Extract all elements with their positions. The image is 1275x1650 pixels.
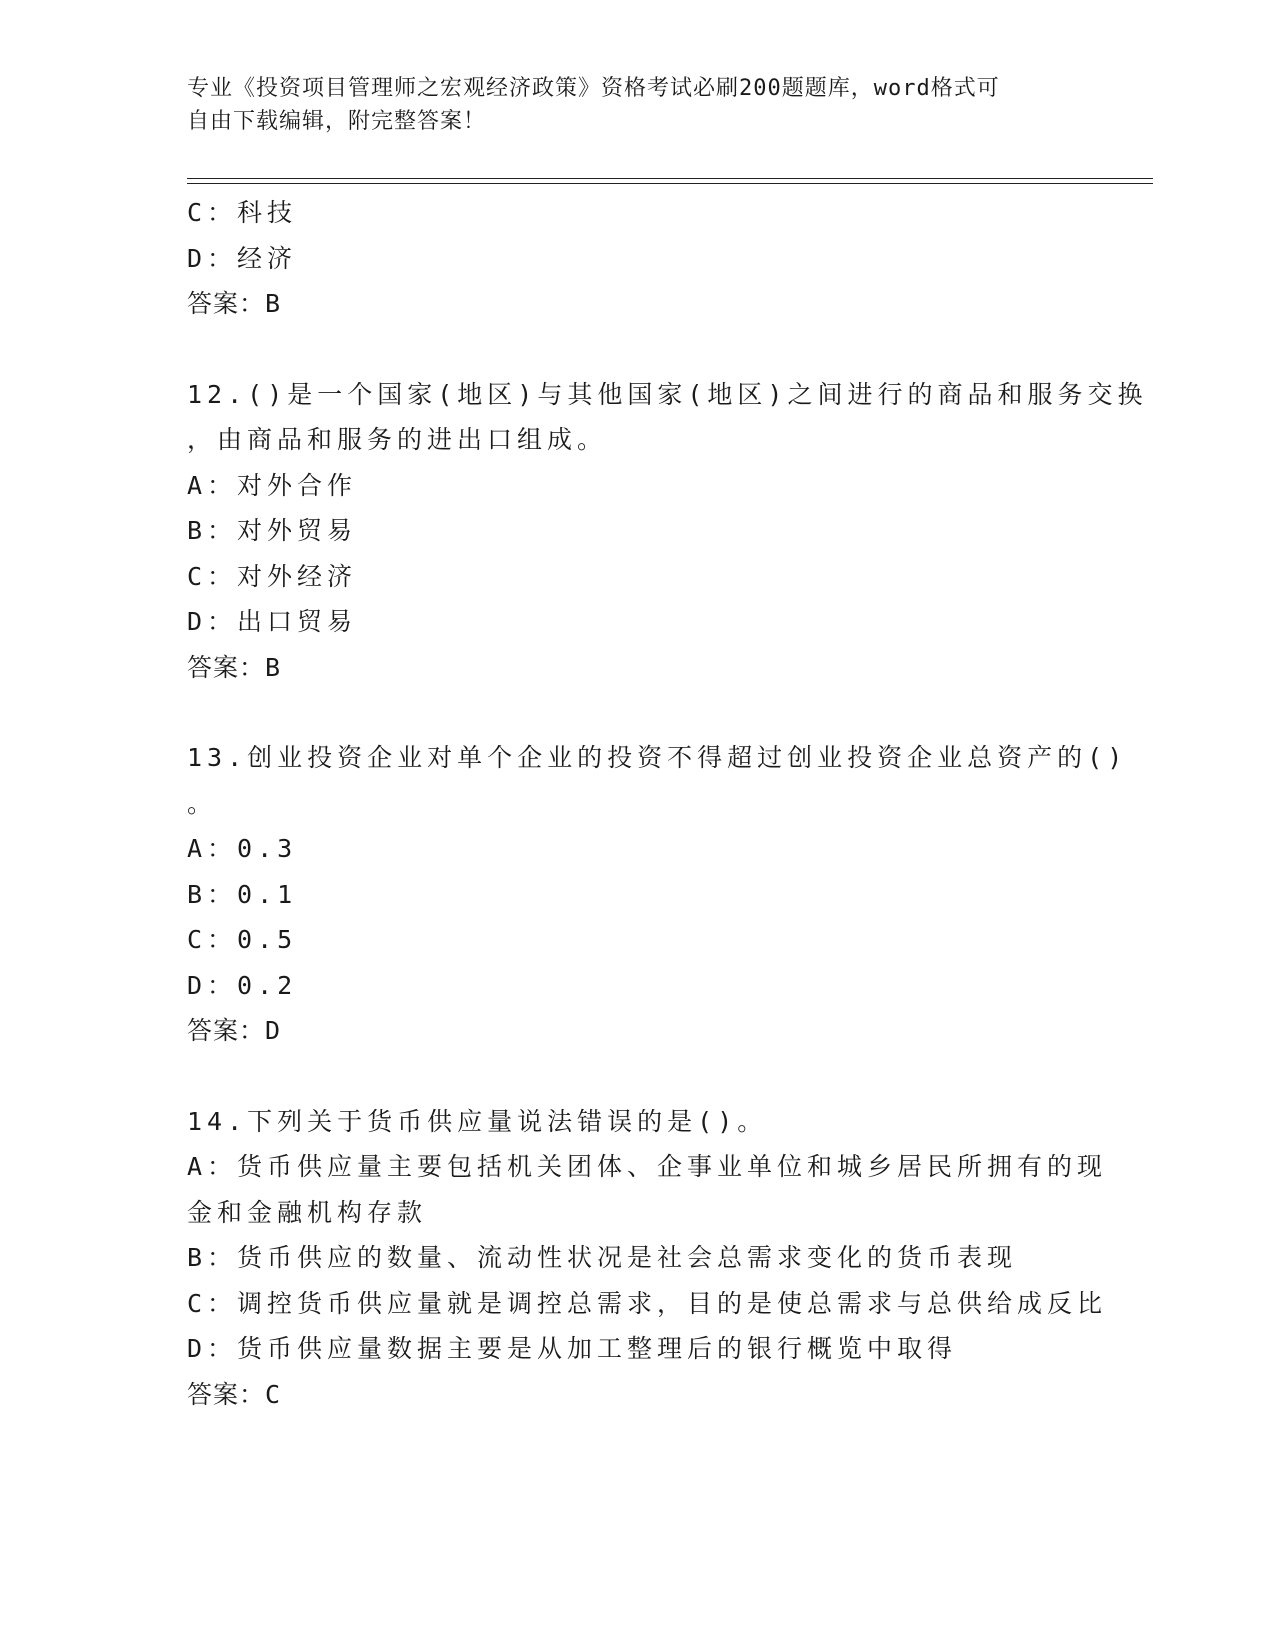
q12-answer-label: 答案： bbox=[187, 652, 266, 682]
document-header bbox=[187, 72, 1067, 138]
q14-stem-line-1: 14.下列关于货币供应量说法错误的是()。 bbox=[187, 1106, 768, 1136]
q14-answer bbox=[187, 1372, 1087, 1418]
q13-option-b: B：0.1 bbox=[187, 879, 298, 909]
question-14 bbox=[187, 1099, 1108, 1418]
q12-option-d: D：出口贸易 bbox=[187, 607, 358, 636]
q12-answer-value: B bbox=[265, 652, 282, 682]
q12-option-c: C：对外经济 bbox=[187, 561, 358, 591]
q13-option-a: A：0.3 bbox=[187, 834, 298, 863]
header-title-line-1: 专业《投资项目管理师之宏观经济政策》资格考试必刷200题题库，word格式可 bbox=[187, 76, 1000, 101]
q14-option-c: C：调控货币供应量就是调控总需求，目的是使总需求与总供给成反比 bbox=[187, 1288, 1108, 1318]
q12-option-b: B：对外贸易 bbox=[187, 516, 358, 545]
q11-option-c: C：科技 bbox=[187, 198, 298, 227]
q11-answer bbox=[187, 281, 1087, 327]
q12-stem-line-1: 12.()是一个国家(地区)与其他国家(地区)之间进行的商品和服务交换 bbox=[187, 379, 1148, 409]
q12-answer bbox=[187, 645, 1087, 691]
q11-option-d: D：经济 bbox=[187, 243, 298, 273]
spacer bbox=[187, 1054, 1087, 1099]
q13-answer bbox=[187, 1008, 1087, 1054]
question-11-continuation bbox=[187, 190, 1087, 327]
q13-answer-label: 答案： bbox=[187, 1016, 266, 1045]
q14-answer-value: C bbox=[265, 1379, 282, 1409]
q12-option-a: A：对外合作 bbox=[187, 470, 358, 500]
q13-stem-line-2: 。 bbox=[187, 788, 218, 818]
q12-stem-line-2: ，由商品和服务的进出口组成。 bbox=[187, 425, 608, 454]
question-12 bbox=[187, 372, 1148, 691]
q13-option-d: D：0.2 bbox=[187, 970, 298, 1000]
q13-option-c: C：0.5 bbox=[187, 925, 298, 954]
header-divider-bottom bbox=[187, 183, 1153, 184]
q11-answer-value: B bbox=[265, 289, 282, 318]
header-divider-top bbox=[187, 178, 1153, 179]
q11-answer-label: 答案： bbox=[187, 289, 266, 318]
question-13 bbox=[187, 735, 1128, 1054]
q13-stem-line-1: 13.创业投资企业对单个企业的投资不得超过创业投资企业总资产的() bbox=[187, 743, 1128, 772]
q14-option-d: D：货币供应量数据主要是从加工整理后的银行概览中取得 bbox=[187, 1334, 958, 1363]
q14-answer-label: 答案： bbox=[187, 1379, 266, 1409]
spacer bbox=[187, 327, 1087, 372]
header-title-line-2: 自由下载编辑，附完整答案！ bbox=[187, 109, 487, 134]
question-list bbox=[187, 190, 1148, 1417]
q14-option-b: B：货币供应的数量、流动性状况是社会总需求变化的货币表现 bbox=[187, 1243, 1018, 1272]
q13-answer-value: D bbox=[265, 1016, 282, 1045]
q14-option-a-line-1: A：货币供应量主要包括机关团体、企事业单位和城乡居民所拥有的现 bbox=[187, 1152, 1108, 1181]
spacer bbox=[187, 690, 1087, 735]
q14-option-a-line-2: 金和金融机构存款 bbox=[187, 1197, 428, 1227]
